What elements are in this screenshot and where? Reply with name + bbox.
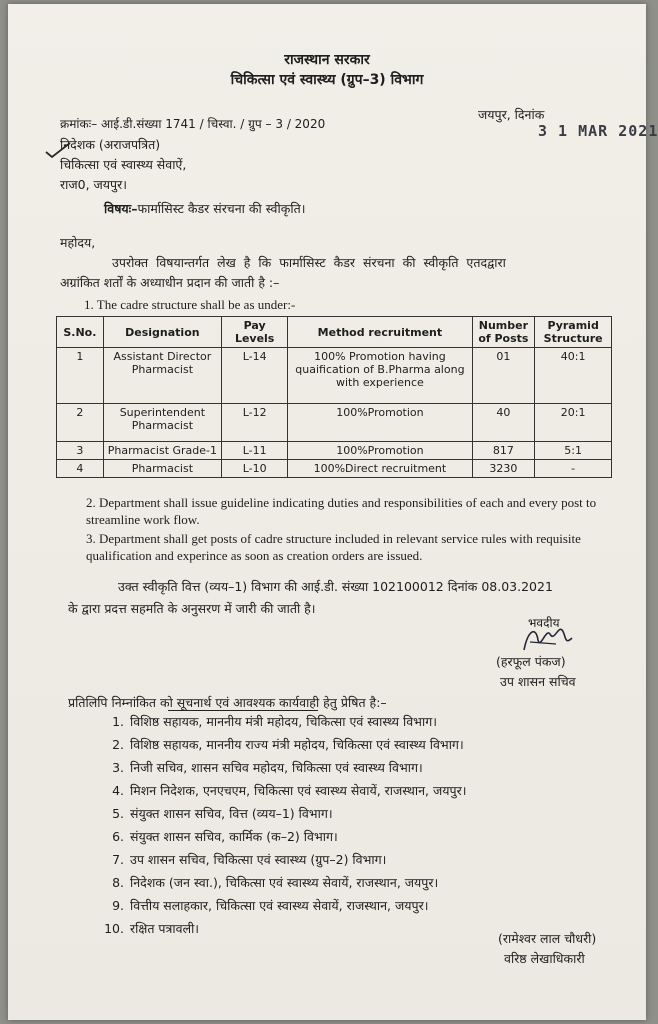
addressee-line1: निदेशक (अराजपत्रित) — [60, 137, 161, 152]
cadre-structure-table — [56, 316, 612, 478]
cell-pyramid: - — [535, 460, 612, 478]
list-item: 9. वित्तीय सलाहकार, चिकित्सा एवं स्वास्थ्य सेवायें, राजस्थान, जयपुर। — [112, 898, 429, 913]
cell-pyramid: 5:1 — [535, 442, 612, 460]
govt-name: राजस्थान सरकार — [284, 52, 370, 68]
cell-sno: 2 — [57, 404, 104, 442]
cell-pay-level: L-12 — [221, 404, 287, 442]
cell-pay-level: L-10 — [221, 460, 287, 478]
point-2: 2. Department shall issue guideline indicating duties and responsibilities of each and every post to streamline work flow. — [86, 495, 597, 527]
col-header-posts: Number of Posts — [472, 317, 535, 348]
subject — [104, 200, 305, 217]
subject-text: फार्मासिस्ट कैडर संरचना की स्वीकृति। — [137, 201, 306, 216]
list-item: 2. विशिष्ठ सहायक, माननीय राज्य मंत्री महोदय, चिकित्सा एवं स्वास्थ्य विभाग। — [112, 737, 464, 752]
col-header-method: Method recruitment — [288, 317, 472, 348]
list-item: 10. रक्षित पत्रावली। — [104, 921, 200, 936]
point-3: 3. Department shall get posts of cadre structure included in relevant service rules with requisite qualification and experince as soon as creation orders are issued. — [86, 531, 581, 563]
cell-posts: 817 — [472, 442, 535, 460]
point-1: 1. The cadre structure shall be as under:- — [84, 297, 296, 312]
document-page — [8, 4, 658, 1020]
cell-pay-level: L-11 — [221, 442, 287, 460]
signature-icon — [516, 620, 576, 656]
place-date-label: जयपुर, दिनांक — [478, 107, 545, 122]
reference-number: क्रमांकः– आई.डी.संख्या 1741 / चिस्वा. / ग्रुप – 3 / 2020 — [60, 117, 326, 131]
accounts-officer-designation: वरिष्ठ लेखाधिकारी — [504, 951, 585, 966]
cell-pay-level: L-14 — [221, 348, 287, 404]
addressee-line2: चिकित्सा एवं स्वास्थ्य सेवाऐं, — [60, 157, 187, 172]
list-item: 6. संयुक्त शासन सचिव, कार्मिक (क–2) विभाग। — [112, 829, 338, 844]
cell-posts: 3230 — [472, 460, 535, 478]
col-header-pay-levels: Pay Levels — [221, 317, 287, 348]
salutation: महोदय, — [60, 235, 96, 250]
approval-line1: उक्त स्वीकृति वित्त (व्यय–1) विभाग की आई.डी. संख्या 102100012 दिनांक 08.03.2021 — [118, 579, 553, 594]
department-name: चिकित्सा एवं स्वास्थ्य (ग्रुप–3) विभाग — [230, 72, 424, 88]
list-item: 3. निजी सचिव, शासन सचिव महोदय, चिकित्सा एवं स्वास्थ्य विभाग। — [112, 760, 423, 775]
cell-posts: 01 — [472, 348, 535, 404]
cell-pyramid: 20:1 — [535, 404, 612, 442]
cell-sno: 3 — [57, 442, 104, 460]
table-row — [57, 348, 612, 404]
cell-posts: 40 — [472, 404, 535, 442]
intro-line1: उपरोक्त विषयान्तर्गत लेख है कि फार्मासिस्ट कैडर संरचना की स्वीकृति एतदद्वारा — [112, 255, 506, 270]
table-row — [57, 460, 612, 478]
signatory-designation: उप शासन सचिव — [500, 674, 576, 689]
accounts-officer-name: (रामेश्वर लाल चौधरी) — [498, 931, 597, 946]
table-header-row — [57, 317, 612, 348]
list-item: 4. मिशन निदेशक, एनएचएम, चिकित्सा एवं स्वास्थ्य सेवायें, राजस्थान, जयपुर। — [112, 783, 467, 798]
cell-pyramid: 40:1 — [535, 348, 612, 404]
approval-line2: के द्वारा प्रदत्त सहमति के अनुसरण में जारी की जाती है। — [68, 601, 316, 616]
cell-sno: 4 — [57, 460, 104, 478]
cell-designation: Pharmacist — [103, 460, 221, 478]
list-item: 5. संयुक्त शासन सचिव, वित्त (व्यय–1) विभाग। — [112, 806, 333, 821]
copy-recipient-list — [102, 712, 466, 942]
cell-designation: Assistant Director Pharmacist — [103, 348, 221, 404]
cell-method: 100%Promotion — [288, 442, 472, 460]
list-item: 1. विशिष्ठ सहायक, माननीय मंत्री महोदय, चिकित्सा एवं स्वास्थ्य विभाग। — [112, 714, 437, 729]
cell-method: 100%Promotion — [288, 404, 472, 442]
cell-sno: 1 — [57, 348, 104, 404]
addressee-line3: राज0, जयपुर। — [60, 177, 127, 192]
copy-intro-underline — [168, 710, 318, 711]
cell-method: 100%Direct recruitment — [288, 460, 472, 478]
table-row — [57, 404, 612, 442]
list-item: 8. निदेशक (जन स्वा.), चिकित्सा एवं स्वास्थ्य सेवायें, राजस्थान, जयपुर। — [112, 875, 439, 890]
date-stamp: 3 1 MAR 2021 — [538, 122, 658, 140]
subject-label: विषयः– — [104, 201, 138, 216]
col-header-sno: S.No. — [57, 317, 104, 348]
col-header-pyramid: Pyramid Structure — [535, 317, 612, 348]
cell-method: 100% Promotion having quaification of B.Pharma along with experience — [288, 348, 472, 404]
col-header-designation: Designation — [103, 317, 221, 348]
closing-bhavdiy: भवदीय — [528, 616, 560, 630]
cell-designation: Pharmacist Grade-1 — [103, 442, 221, 460]
signatory-name: (हरफूल पंकज) — [496, 654, 566, 669]
list-item: 7. उप शासन सचिव, चिकित्सा एवं स्वास्थ्य (ग्रुप–2) विभाग। — [112, 852, 387, 867]
cell-designation: Superintendent Pharmacist — [103, 404, 221, 442]
copy-intro: प्रतिलिपि निम्नांकित को सूचनार्थ एवं आवश्यक कार्यवाही हेतु प्रेषित है:– — [68, 695, 387, 710]
table-row — [57, 442, 612, 460]
intro-line2: अग्रांकित शर्तों के अध्याधीन प्रदान की जाती है :– — [60, 275, 280, 290]
